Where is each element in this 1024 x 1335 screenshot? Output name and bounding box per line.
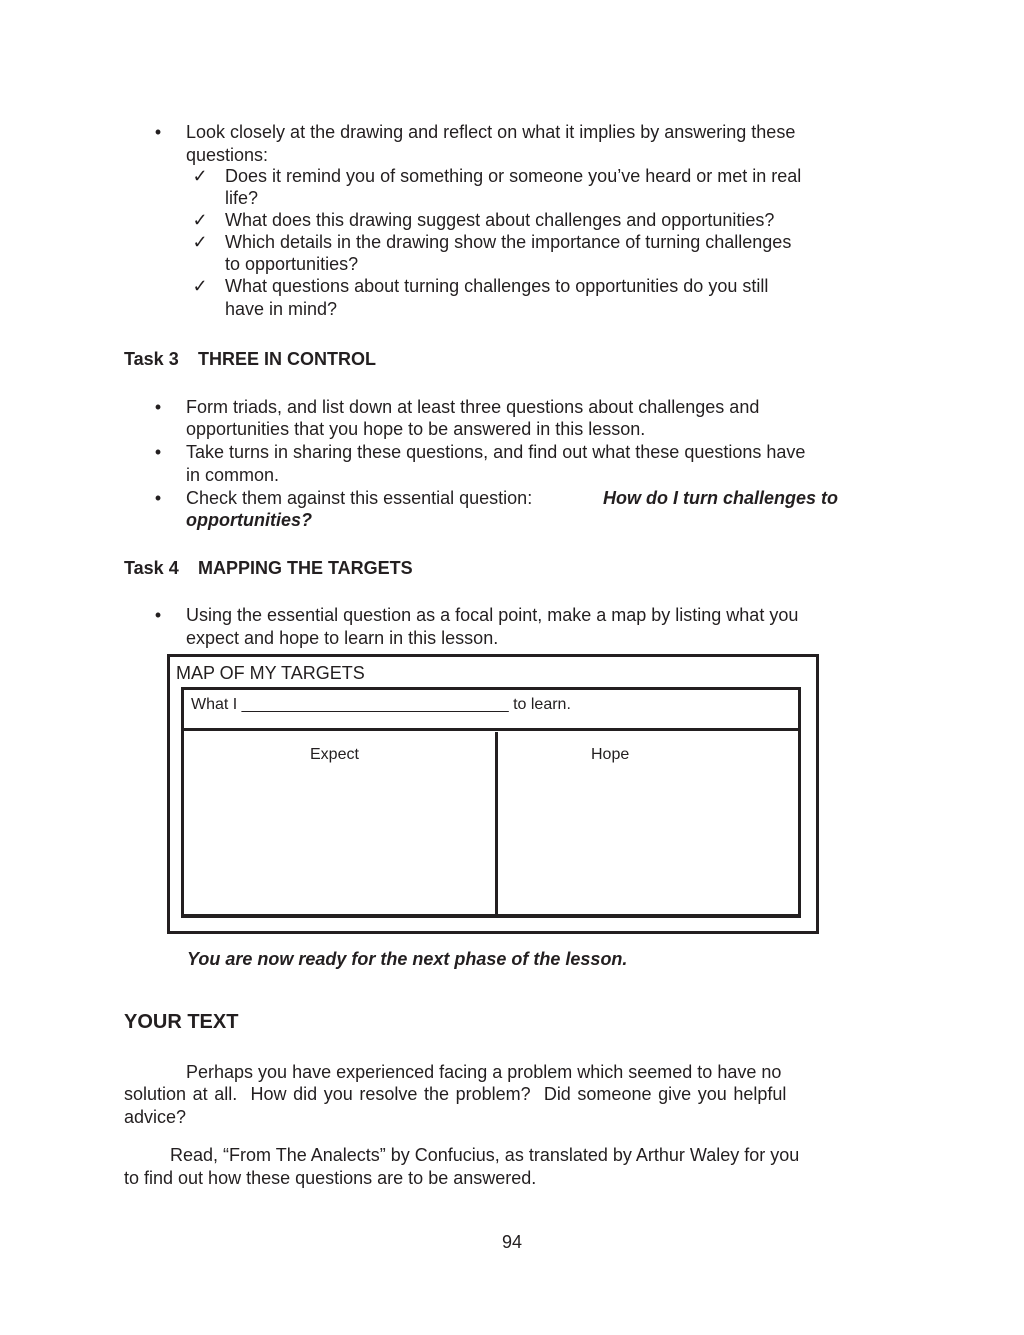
- task3-bullet3-line1: [186, 487, 838, 510]
- task3-bullet1-line2: opportunities that you hope to be answered in this lesson.: [186, 419, 646, 439]
- check-item-1-line1: Does it remind you of something or someone you’ve heard or met in real: [225, 166, 802, 186]
- para1-line2-wrap: [124, 1083, 838, 1106]
- map-col-hope: Hope: [591, 746, 630, 763]
- task4-bullet-line2: expect and hope to learn in this lesson.: [186, 628, 499, 648]
- bullet-marker: •: [154, 397, 162, 417]
- para1-line2: solution at all. How did you resolve the problem? Did someone give you helpful: [124, 1084, 787, 1104]
- para1-line3: advice?: [124, 1107, 187, 1127]
- check-icon: ✓: [192, 232, 208, 252]
- check-icon: ✓: [192, 276, 208, 296]
- map-what-line: What I ______________________________ to learn.: [191, 696, 571, 713]
- map-title: MAP OF MY TARGETS: [176, 663, 365, 683]
- intro-lead-line1: Look closely at the drawing and reflect on what it implies by answering these: [186, 122, 796, 142]
- check-item-3-line1: Which details in the drawing show the importance of turning challenges: [225, 232, 792, 252]
- map-columns: [181, 728, 801, 918]
- page-number: 94: [501, 1232, 523, 1252]
- para2-line2: to find out how these questions are to be answered.: [124, 1168, 537, 1188]
- map-column-divider: [495, 732, 498, 918]
- bullet-marker: •: [154, 605, 162, 625]
- check-item-1-line2: life?: [225, 188, 259, 208]
- task3-title: THREE IN CONTROL: [198, 349, 376, 369]
- check-item-3-line2: to opportunities?: [225, 254, 359, 274]
- check-item-4-line1: What questions about turning challenges to opportunities do you still: [225, 276, 769, 296]
- task4-title: MAPPING THE TARGETS: [198, 558, 413, 578]
- check-item-4-line2: have in mind?: [225, 299, 338, 319]
- essential-question-end: opportunities?: [186, 510, 312, 530]
- task3-bullet2-line1: Take turns in sharing these questions, and find out what these questions have: [186, 442, 806, 462]
- check-icon: ✓: [192, 166, 208, 186]
- check-item-2-line1: What does this drawing suggest about challenges and opportunities?: [225, 210, 775, 230]
- para2-line1: Read, “From The Analects” by Confucius, as translated by Arthur Waley for you: [170, 1145, 800, 1165]
- bullet-marker: •: [154, 442, 162, 462]
- task3-bullet2-line2: in common.: [186, 465, 280, 485]
- check-icon: ✓: [192, 210, 208, 230]
- essential-question: How do I turn challenges to: [602, 488, 838, 508]
- task4-number: Task 4: [124, 558, 179, 578]
- bullet-marker: •: [154, 488, 162, 508]
- task3-number: Task 3: [124, 349, 179, 369]
- task4-heading: [124, 557, 413, 580]
- bullet-marker: •: [154, 122, 162, 142]
- ready-note: You are now ready for the next phase of the lesson.: [187, 949, 628, 969]
- intro-lead-line2: questions:: [186, 145, 269, 165]
- task3-bullet3-plain: Check them against this essential question:: [186, 488, 538, 508]
- map-col-expect: Expect: [310, 746, 359, 763]
- task3-bullet1-line1: Form triads, and list down at least three questions about challenges and: [186, 397, 760, 417]
- task4-bullet-line1: Using the essential question as a focal point, make a map by listing what you: [186, 605, 799, 625]
- para1-line1: Perhaps you have experienced facing a problem which seemed to have no: [186, 1062, 782, 1082]
- your-text-heading: YOUR TEXT: [124, 1011, 239, 1033]
- task3-heading: [124, 348, 376, 371]
